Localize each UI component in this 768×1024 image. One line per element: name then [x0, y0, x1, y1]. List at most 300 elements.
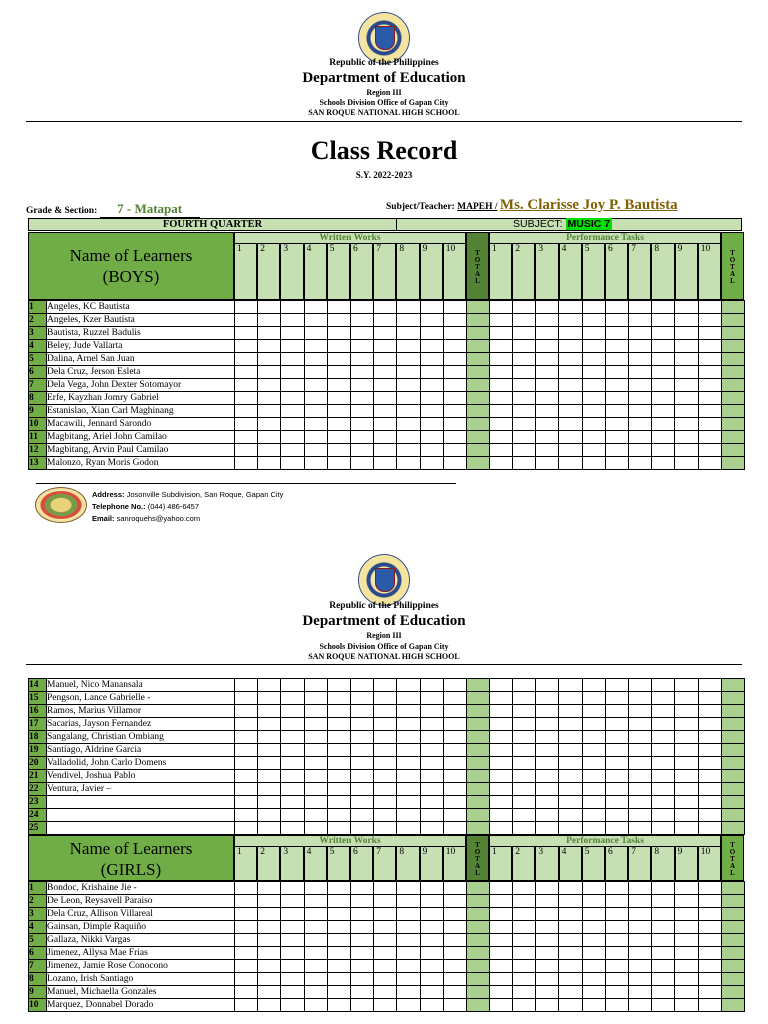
ww-score-cell[interactable] [327, 679, 350, 692]
pt-score-cell[interactable] [513, 757, 536, 770]
ww-score-cell[interactable] [443, 783, 466, 796]
pt-score-cell[interactable] [489, 882, 512, 895]
pt-score-cell[interactable] [559, 718, 582, 731]
learner-name[interactable]: Vendivel, Joshua Pablo [47, 770, 235, 783]
ww-total-cell[interactable] [466, 366, 489, 379]
pt-score-cell[interactable] [675, 301, 698, 314]
ww-score-cell[interactable] [374, 882, 397, 895]
ww-score-cell[interactable] [235, 444, 258, 457]
ww-score-cell[interactable] [420, 796, 443, 809]
ww-score-cell[interactable] [235, 705, 258, 718]
ww-score-cell[interactable] [281, 679, 304, 692]
pt-score-cell[interactable] [605, 366, 628, 379]
pt-score-cell[interactable] [675, 783, 698, 796]
ww-score-cell[interactable] [235, 457, 258, 470]
pt-score-cell[interactable] [698, 895, 721, 908]
pt-score-cell[interactable] [605, 921, 628, 934]
ww-score-cell[interactable] [281, 444, 304, 457]
ww-score-cell[interactable] [304, 895, 327, 908]
ww-score-cell[interactable] [327, 895, 350, 908]
pt-score-cell[interactable] [605, 947, 628, 960]
pt-score-cell[interactable] [489, 353, 512, 366]
pt-score-cell[interactable] [489, 796, 512, 809]
pt-score-cell[interactable] [605, 986, 628, 999]
pt-score-cell[interactable] [513, 796, 536, 809]
ww-score-cell[interactable] [374, 986, 397, 999]
ww-score-cell[interactable] [443, 882, 466, 895]
ww-score-cell[interactable] [350, 301, 373, 314]
pt-score-cell[interactable] [513, 392, 536, 405]
pt-score-cell[interactable] [605, 882, 628, 895]
pt-score-cell[interactable] [605, 973, 628, 986]
ww-score-cell[interactable] [235, 353, 258, 366]
pt-score-cell[interactable] [698, 327, 721, 340]
ww-score-cell[interactable] [443, 353, 466, 366]
pt-score-cell[interactable] [536, 679, 559, 692]
ww-score-cell[interactable] [235, 809, 258, 822]
ww-score-cell[interactable] [374, 796, 397, 809]
learner-name[interactable]: De Leon, Reysavell Paraiso [47, 895, 235, 908]
pt-score-cell[interactable] [582, 770, 605, 783]
pt-score-cell[interactable] [605, 895, 628, 908]
ww-score-cell[interactable] [397, 783, 420, 796]
pt-score-cell[interactable] [489, 392, 512, 405]
ww-score-cell[interactable] [327, 908, 350, 921]
pt-total-cell[interactable] [721, 973, 744, 986]
ww-score-cell[interactable] [258, 444, 281, 457]
learner-name[interactable]: Angeles, KC Bautista [47, 301, 235, 314]
pt-score-cell[interactable] [652, 405, 675, 418]
ww-score-cell[interactable] [281, 895, 304, 908]
ww-score-cell[interactable] [327, 718, 350, 731]
pt-score-cell[interactable] [489, 757, 512, 770]
pt-score-cell[interactable] [559, 314, 582, 327]
ww-score-cell[interactable] [350, 340, 373, 353]
ww-score-cell[interactable] [397, 882, 420, 895]
ww-score-cell[interactable] [281, 809, 304, 822]
ww-score-cell[interactable] [304, 999, 327, 1012]
ww-score-cell[interactable] [350, 947, 373, 960]
ww-score-cell[interactable] [258, 431, 281, 444]
pt-score-cell[interactable] [605, 692, 628, 705]
ww-score-cell[interactable] [304, 986, 327, 999]
pt-score-cell[interactable] [675, 366, 698, 379]
pt-score-cell[interactable] [489, 327, 512, 340]
ww-score-cell[interactable] [281, 301, 304, 314]
pt-score-cell[interactable] [559, 947, 582, 960]
pt-score-cell[interactable] [605, 757, 628, 770]
pt-score-cell[interactable] [582, 340, 605, 353]
ww-score-cell[interactable] [397, 731, 420, 744]
ww-score-cell[interactable] [258, 822, 281, 835]
ww-score-cell[interactable] [350, 895, 373, 908]
ww-score-cell[interactable] [327, 353, 350, 366]
pt-score-cell[interactable] [652, 718, 675, 731]
pt-score-cell[interactable] [675, 431, 698, 444]
pt-score-cell[interactable] [652, 882, 675, 895]
pt-score-cell[interactable] [536, 718, 559, 731]
pt-score-cell[interactable] [582, 679, 605, 692]
pt-score-cell[interactable] [513, 783, 536, 796]
ww-score-cell[interactable] [443, 895, 466, 908]
ww-score-cell[interactable] [258, 947, 281, 960]
pt-total-cell[interactable] [721, 796, 744, 809]
learner-name[interactable]: Estanislao, Xian Carl Maghinang [47, 405, 235, 418]
pt-score-cell[interactable] [629, 744, 652, 757]
pt-score-cell[interactable] [652, 444, 675, 457]
ww-total-cell[interactable] [466, 947, 489, 960]
ww-total-cell[interactable] [466, 392, 489, 405]
ww-score-cell[interactable] [258, 921, 281, 934]
ww-score-cell[interactable] [327, 731, 350, 744]
pt-score-cell[interactable] [629, 809, 652, 822]
ww-score-cell[interactable] [420, 327, 443, 340]
pt-total-cell[interactable] [721, 444, 744, 457]
ww-score-cell[interactable] [420, 457, 443, 470]
ww-score-cell[interactable] [443, 757, 466, 770]
pt-score-cell[interactable] [559, 392, 582, 405]
ww-total-cell[interactable] [466, 327, 489, 340]
ww-score-cell[interactable] [420, 392, 443, 405]
pt-score-cell[interactable] [536, 908, 559, 921]
pt-score-cell[interactable] [605, 327, 628, 340]
pt-score-cell[interactable] [536, 405, 559, 418]
ww-score-cell[interactable] [327, 705, 350, 718]
ww-score-cell[interactable] [304, 353, 327, 366]
pt-score-cell[interactable] [513, 418, 536, 431]
ww-score-cell[interactable] [235, 379, 258, 392]
ww-score-cell[interactable] [235, 327, 258, 340]
ww-score-cell[interactable] [374, 418, 397, 431]
pt-score-cell[interactable] [698, 809, 721, 822]
pt-score-cell[interactable] [536, 947, 559, 960]
ww-score-cell[interactable] [420, 431, 443, 444]
ww-total-cell[interactable] [466, 895, 489, 908]
pt-score-cell[interactable] [629, 783, 652, 796]
ww-score-cell[interactable] [374, 895, 397, 908]
pt-score-cell[interactable] [652, 757, 675, 770]
pt-score-cell[interactable] [559, 934, 582, 947]
pt-score-cell[interactable] [559, 783, 582, 796]
pt-score-cell[interactable] [605, 796, 628, 809]
ww-score-cell[interactable] [374, 757, 397, 770]
pt-score-cell[interactable] [582, 934, 605, 947]
pt-score-cell[interactable] [605, 431, 628, 444]
pt-score-cell[interactable] [675, 986, 698, 999]
ww-score-cell[interactable] [304, 744, 327, 757]
ww-score-cell[interactable] [281, 431, 304, 444]
ww-score-cell[interactable] [397, 353, 420, 366]
pt-score-cell[interactable] [489, 705, 512, 718]
ww-score-cell[interactable] [350, 679, 373, 692]
pt-score-cell[interactable] [629, 379, 652, 392]
learner-name[interactable]: Dalina, Arnel San Juan [47, 353, 235, 366]
pt-score-cell[interactable] [652, 314, 675, 327]
pt-score-cell[interactable] [536, 692, 559, 705]
pt-score-cell[interactable] [536, 457, 559, 470]
ww-score-cell[interactable] [327, 921, 350, 934]
ww-total-cell[interactable] [466, 679, 489, 692]
ww-score-cell[interactable] [350, 809, 373, 822]
pt-score-cell[interactable] [675, 692, 698, 705]
ww-score-cell[interactable] [397, 340, 420, 353]
pt-total-cell[interactable] [721, 882, 744, 895]
ww-score-cell[interactable] [397, 960, 420, 973]
ww-score-cell[interactable] [443, 973, 466, 986]
ww-score-cell[interactable] [443, 770, 466, 783]
pt-score-cell[interactable] [582, 986, 605, 999]
ww-score-cell[interactable] [258, 796, 281, 809]
ww-score-cell[interactable] [397, 301, 420, 314]
pt-score-cell[interactable] [629, 392, 652, 405]
ww-score-cell[interactable] [258, 809, 281, 822]
pt-total-cell[interactable] [721, 934, 744, 947]
pt-score-cell[interactable] [675, 770, 698, 783]
ww-score-cell[interactable] [350, 770, 373, 783]
pt-score-cell[interactable] [559, 340, 582, 353]
ww-score-cell[interactable] [235, 921, 258, 934]
ww-score-cell[interactable] [443, 822, 466, 835]
ww-score-cell[interactable] [420, 366, 443, 379]
ww-score-cell[interactable] [397, 327, 420, 340]
ww-total-cell[interactable] [466, 353, 489, 366]
pt-score-cell[interactable] [652, 457, 675, 470]
ww-score-cell[interactable] [374, 340, 397, 353]
pt-total-cell[interactable] [721, 947, 744, 960]
pt-total-cell[interactable] [721, 783, 744, 796]
pt-score-cell[interactable] [629, 301, 652, 314]
ww-score-cell[interactable] [235, 692, 258, 705]
ww-score-cell[interactable] [258, 718, 281, 731]
pt-score-cell[interactable] [582, 895, 605, 908]
ww-score-cell[interactable] [327, 809, 350, 822]
ww-score-cell[interactable] [443, 705, 466, 718]
ww-score-cell[interactable] [420, 692, 443, 705]
pt-score-cell[interactable] [489, 999, 512, 1012]
ww-score-cell[interactable] [397, 392, 420, 405]
pt-score-cell[interactable] [629, 796, 652, 809]
ww-score-cell[interactable] [374, 999, 397, 1012]
ww-score-cell[interactable] [420, 973, 443, 986]
pt-score-cell[interactable] [675, 418, 698, 431]
pt-score-cell[interactable] [559, 705, 582, 718]
pt-score-cell[interactable] [629, 757, 652, 770]
pt-score-cell[interactable] [559, 973, 582, 986]
pt-score-cell[interactable] [675, 822, 698, 835]
pt-score-cell[interactable] [582, 705, 605, 718]
pt-score-cell[interactable] [698, 796, 721, 809]
ww-score-cell[interactable] [443, 999, 466, 1012]
pt-score-cell[interactable] [489, 692, 512, 705]
ww-score-cell[interactable] [258, 973, 281, 986]
ww-score-cell[interactable] [304, 908, 327, 921]
pt-score-cell[interactable] [698, 921, 721, 934]
ww-score-cell[interactable] [327, 431, 350, 444]
ww-total-cell[interactable] [466, 809, 489, 822]
ww-score-cell[interactable] [374, 809, 397, 822]
pt-score-cell[interactable] [513, 444, 536, 457]
pt-score-cell[interactable] [559, 692, 582, 705]
ww-score-cell[interactable] [443, 405, 466, 418]
pt-score-cell[interactable] [582, 444, 605, 457]
ww-score-cell[interactable] [374, 960, 397, 973]
ww-score-cell[interactable] [281, 960, 304, 973]
learner-name[interactable]: Beley, Jude Vallarta [47, 340, 235, 353]
pt-score-cell[interactable] [489, 444, 512, 457]
ww-score-cell[interactable] [397, 757, 420, 770]
pt-score-cell[interactable] [489, 366, 512, 379]
pt-score-cell[interactable] [629, 882, 652, 895]
ww-score-cell[interactable] [281, 314, 304, 327]
pt-score-cell[interactable] [513, 431, 536, 444]
ww-score-cell[interactable] [350, 822, 373, 835]
ww-score-cell[interactable] [420, 314, 443, 327]
pt-score-cell[interactable] [605, 379, 628, 392]
ww-score-cell[interactable] [304, 731, 327, 744]
ww-score-cell[interactable] [350, 379, 373, 392]
pt-score-cell[interactable] [652, 895, 675, 908]
ww-score-cell[interactable] [420, 757, 443, 770]
ww-score-cell[interactable] [420, 770, 443, 783]
pt-score-cell[interactable] [605, 934, 628, 947]
ww-score-cell[interactable] [374, 908, 397, 921]
ww-score-cell[interactable] [397, 809, 420, 822]
ww-score-cell[interactable] [258, 934, 281, 947]
ww-score-cell[interactable] [397, 895, 420, 908]
ww-score-cell[interactable] [235, 770, 258, 783]
pt-score-cell[interactable] [605, 457, 628, 470]
pt-score-cell[interactable] [489, 908, 512, 921]
ww-score-cell[interactable] [350, 973, 373, 986]
ww-score-cell[interactable] [350, 882, 373, 895]
ww-score-cell[interactable] [374, 947, 397, 960]
ww-total-cell[interactable] [466, 431, 489, 444]
pt-score-cell[interactable] [698, 444, 721, 457]
ww-score-cell[interactable] [235, 392, 258, 405]
ww-score-cell[interactable] [327, 934, 350, 947]
ww-total-cell[interactable] [466, 908, 489, 921]
ww-score-cell[interactable] [327, 340, 350, 353]
pt-score-cell[interactable] [652, 809, 675, 822]
ww-score-cell[interactable] [350, 431, 373, 444]
pt-score-cell[interactable] [559, 405, 582, 418]
pt-score-cell[interactable] [629, 444, 652, 457]
ww-score-cell[interactable] [304, 770, 327, 783]
ww-score-cell[interactable] [420, 947, 443, 960]
ww-score-cell[interactable] [443, 986, 466, 999]
ww-score-cell[interactable] [258, 340, 281, 353]
pt-score-cell[interactable] [513, 327, 536, 340]
pt-total-cell[interactable] [721, 431, 744, 444]
pt-score-cell[interactable] [582, 757, 605, 770]
pt-total-cell[interactable] [721, 895, 744, 908]
pt-score-cell[interactable] [559, 809, 582, 822]
pt-score-cell[interactable] [489, 744, 512, 757]
pt-score-cell[interactable] [675, 796, 698, 809]
ww-score-cell[interactable] [258, 999, 281, 1012]
pt-score-cell[interactable] [652, 796, 675, 809]
pt-score-cell[interactable] [675, 379, 698, 392]
pt-score-cell[interactable] [698, 999, 721, 1012]
ww-score-cell[interactable] [281, 973, 304, 986]
pt-score-cell[interactable] [559, 744, 582, 757]
pt-score-cell[interactable] [675, 327, 698, 340]
ww-score-cell[interactable] [327, 882, 350, 895]
pt-score-cell[interactable] [698, 783, 721, 796]
pt-score-cell[interactable] [536, 999, 559, 1012]
pt-score-cell[interactable] [489, 973, 512, 986]
ww-score-cell[interactable] [327, 392, 350, 405]
ww-score-cell[interactable] [304, 314, 327, 327]
ww-score-cell[interactable] [420, 353, 443, 366]
ww-score-cell[interactable] [258, 744, 281, 757]
pt-score-cell[interactable] [489, 822, 512, 835]
ww-total-cell[interactable] [466, 882, 489, 895]
ww-score-cell[interactable] [374, 783, 397, 796]
pt-score-cell[interactable] [698, 947, 721, 960]
ww-score-cell[interactable] [258, 366, 281, 379]
pt-score-cell[interactable] [698, 457, 721, 470]
ww-score-cell[interactable] [281, 327, 304, 340]
pt-total-cell[interactable] [721, 822, 744, 835]
pt-score-cell[interactable] [605, 340, 628, 353]
ww-score-cell[interactable] [258, 731, 281, 744]
ww-score-cell[interactable] [350, 353, 373, 366]
ww-score-cell[interactable] [443, 379, 466, 392]
ww-score-cell[interactable] [350, 744, 373, 757]
pt-score-cell[interactable] [559, 301, 582, 314]
pt-score-cell[interactable] [629, 934, 652, 947]
ww-score-cell[interactable] [420, 679, 443, 692]
learner-name[interactable]: Santiago, Aldrine Garcia [47, 744, 235, 757]
ww-total-cell[interactable] [466, 921, 489, 934]
ww-score-cell[interactable] [420, 986, 443, 999]
pt-score-cell[interactable] [559, 366, 582, 379]
ww-score-cell[interactable] [258, 705, 281, 718]
pt-score-cell[interactable] [698, 340, 721, 353]
pt-score-cell[interactable] [559, 731, 582, 744]
pt-score-cell[interactable] [629, 718, 652, 731]
pt-score-cell[interactable] [698, 353, 721, 366]
learner-name[interactable]: Magbitang, Ariel John Camilao [47, 431, 235, 444]
pt-score-cell[interactable] [513, 973, 536, 986]
pt-score-cell[interactable] [489, 809, 512, 822]
ww-score-cell[interactable] [420, 418, 443, 431]
pt-score-cell[interactable] [489, 457, 512, 470]
pt-score-cell[interactable] [582, 908, 605, 921]
ww-score-cell[interactable] [443, 744, 466, 757]
ww-score-cell[interactable] [374, 718, 397, 731]
ww-score-cell[interactable] [443, 921, 466, 934]
ww-score-cell[interactable] [443, 796, 466, 809]
ww-score-cell[interactable] [350, 986, 373, 999]
learner-name[interactable]: Manuel, Nico Manansala [47, 679, 235, 692]
ww-score-cell[interactable] [304, 405, 327, 418]
pt-total-cell[interactable] [721, 692, 744, 705]
ww-score-cell[interactable] [281, 379, 304, 392]
pt-score-cell[interactable] [582, 809, 605, 822]
pt-score-cell[interactable] [513, 366, 536, 379]
ww-total-cell[interactable] [466, 934, 489, 947]
pt-total-cell[interactable] [721, 301, 744, 314]
ww-score-cell[interactable] [374, 973, 397, 986]
learner-name[interactable]: Pengson, Lance Gabrielle - [47, 692, 235, 705]
ww-score-cell[interactable] [304, 947, 327, 960]
learner-name[interactable]: Dela Cruz, Jerson Esleta [47, 366, 235, 379]
pt-score-cell[interactable] [559, 379, 582, 392]
pt-score-cell[interactable] [605, 783, 628, 796]
ww-score-cell[interactable] [350, 783, 373, 796]
